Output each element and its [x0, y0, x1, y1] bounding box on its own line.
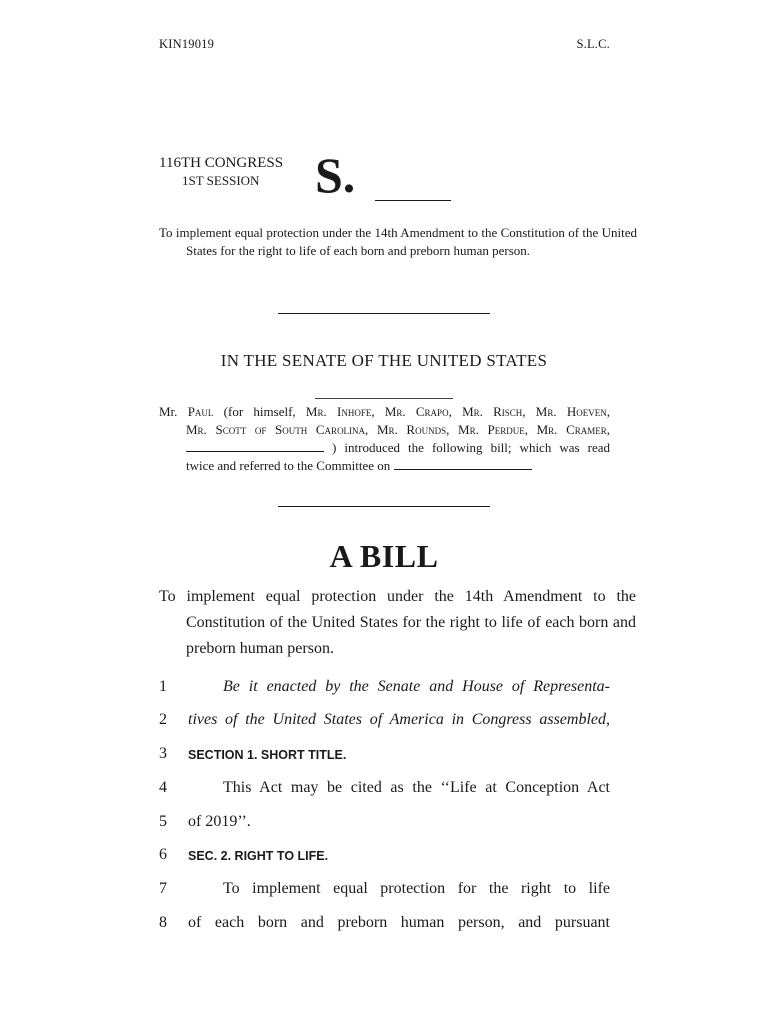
senate-heading: IN THE SENATE OF THE UNITED STATES: [220, 351, 548, 370]
section-1-heading: SECTION 1. SHORT TITLE.: [188, 748, 347, 762]
sponsors-line-3: ) introduced the following bill; which was read: [159, 439, 610, 457]
section-2-line-2: of each born and preborn human person, and pursuant: [188, 914, 610, 931]
short-divider: [315, 398, 453, 399]
bill-title: A BILL: [329, 538, 439, 574]
section-1-line-2: of 2019’’.: [188, 813, 251, 830]
bill-number: S.: [315, 147, 356, 203]
line-number: 2: [159, 711, 167, 728]
document-id: KIN19019: [159, 37, 215, 51]
line-number: 4: [159, 779, 167, 796]
lead-sponsor: Paul: [187, 404, 214, 419]
line-number: 3: [159, 745, 167, 762]
congress-session: [159, 155, 283, 189]
line-number: 6: [159, 846, 167, 863]
slc-label: S.L.C.: [576, 37, 610, 51]
section-2-heading: SEC. 2. RIGHT TO LIFE.: [188, 849, 329, 863]
committee-blank: [394, 457, 532, 470]
line-number: 1: [159, 678, 167, 695]
session-label: 1ST SESSION: [182, 173, 260, 188]
sponsors-line-1: Mr. Paul (for himself, Mr. Inhofe, Mr. Crapo, Mr. Risch, Mr. Hoeven,: [159, 404, 611, 419]
divider-rule: [278, 313, 490, 314]
long-purpose: To implement equal protection under the 14th Amendment to the Constitution of the United States for the right to life of each born and preborn human person.: [159, 588, 636, 657]
bill-number-blank: [375, 200, 451, 201]
sponsors-paragraph: [159, 403, 610, 475]
line-number: 7: [159, 880, 167, 897]
congress-label: 116TH CONGRESS: [159, 155, 284, 171]
divider-rule-2: [278, 506, 490, 507]
enacting-clause-line-2: tives of the United States of America in Congress assembled,: [188, 711, 610, 728]
short-purpose: To implement equal protection under the 14th Amendment to the Constitution of the United States for the right to life of each born and preborn human person.: [159, 225, 637, 258]
cosponsors-line-1: Mr. Inhofe, Mr. Crapo, Mr. Risch, Mr. Hoeven,: [305, 404, 611, 419]
enacting-clause-line-1: Be it enacted by the Senate and House of Representa-: [223, 678, 610, 695]
line-number: 5: [159, 813, 167, 830]
sponsors-line-4: twice and referred to the Committee on: [159, 457, 610, 475]
blank-field: [186, 439, 324, 452]
section-1-line-1: This Act may be cited as the ‘‘Life at Conception Act: [223, 779, 610, 796]
sponsors-line-2: Mr. Scott of South Carolina, Mr. Rounds, Mr. Perdue, Mr. Cramer,: [186, 422, 610, 437]
line-number: 8: [159, 914, 167, 931]
section-2-line-1: To implement equal protection for the right to life: [223, 880, 610, 897]
